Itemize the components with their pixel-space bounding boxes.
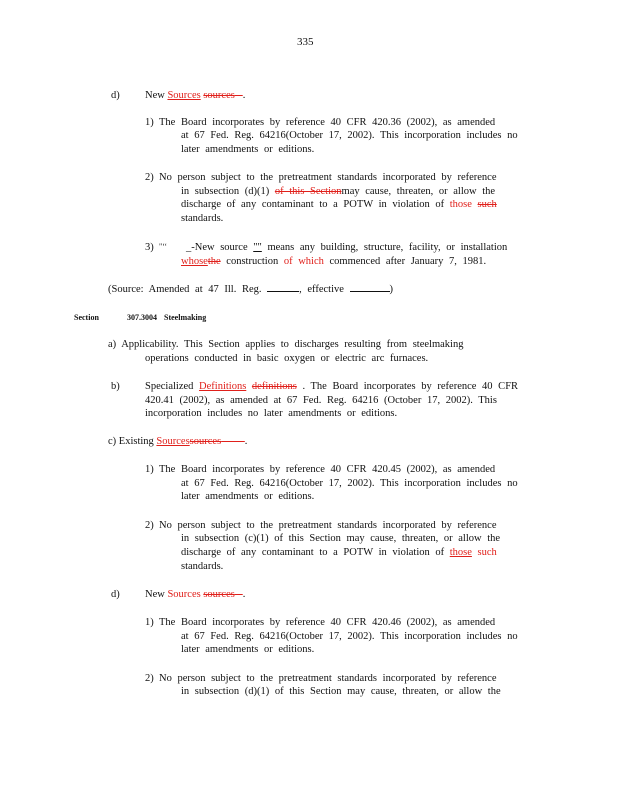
deleted-text: sources: [189, 436, 222, 447]
deleted-text: such: [477, 199, 497, 210]
subsection-d-heading: [145, 89, 245, 102]
item-d2-line-2: in subsection (d)(1) of this Section may cause, threaten, or allow the: [181, 686, 501, 697]
inserted-text: Sources: [167, 90, 201, 101]
text-run: discharge of any contaminant to a POTW in violation of: [181, 199, 445, 210]
blank-line: [267, 282, 299, 292]
item-c1-number: 1): [145, 464, 154, 475]
heading-text: c) Existing: [108, 436, 154, 447]
blank-line: [350, 282, 390, 292]
deleted-text: the: [207, 256, 221, 267]
item-1-line-2: at 67 Fed. Reg. 64216(October 17, 2002). This incorporation includes no: [181, 130, 518, 141]
deleted-text: of this Section: [274, 186, 342, 197]
item-1-line-3: later amendments or editions.: [181, 144, 315, 155]
text-run: Specialized: [145, 381, 194, 392]
item-c2-line-2: in subsection (c)(1) of this Section may cause, threaten, or allow the: [181, 533, 501, 544]
inserted-text: those: [449, 547, 472, 558]
item-2-number: 2): [145, 172, 154, 183]
text-run: (Source: Amended at 47 Ill. Reg.: [108, 284, 262, 295]
item-2-line-2: [181, 185, 495, 198]
item-d1-line-2: at 67 Fed. Reg. 64216(October 17, 2002). This incorporation includes no: [181, 631, 518, 642]
source-note: [108, 282, 393, 296]
item-d1-line-3: later amendments or editions.: [181, 644, 315, 655]
heading-period: .: [242, 90, 246, 101]
item-3-number: 3): [145, 242, 154, 253]
inserted-text: of which: [283, 256, 324, 267]
heading-text: New: [145, 589, 165, 600]
heading-text: New: [145, 90, 165, 101]
deleted-text: definitions: [251, 381, 297, 392]
subsection-b-line-2: 420.41 (2002), as amended at 67 Fed. Reg. 64216 (October 17, 2002). This: [145, 395, 497, 406]
text-run: commenced after January 7, 1981.: [329, 256, 487, 267]
item-3-line-2: [181, 255, 486, 268]
subsection-b-label: b): [111, 381, 120, 392]
text-run: means any building, structure, facility, or installation: [267, 242, 508, 253]
subsection-d2-label: d): [111, 589, 120, 600]
deleted-text: such: [477, 547, 497, 558]
item-c2-line-3: [181, 546, 497, 559]
item-3-quotes: "‘‘: [159, 242, 167, 251]
text-run: may cause, threaten, or allow the: [341, 186, 496, 197]
item-1-line-1: The Board incorporates by reference 40 CFR 420.36 (2002), as amended: [159, 117, 496, 128]
deleted-trail: [221, 436, 245, 447]
inserted-text: Sources: [156, 436, 190, 447]
subsection-a-line-1: a) Applicability. This Section applies to discharges resulting from steelmaking: [108, 339, 464, 350]
item-3-line-1: [186, 241, 507, 254]
text-run: ): [389, 284, 394, 295]
text-run: discharge of any contaminant to a POTW in violation of: [181, 547, 445, 558]
item-d1-number: 1): [145, 617, 154, 628]
deleted-trail: [235, 90, 243, 101]
deleted-trail: [235, 589, 243, 600]
item-d2-line-1: No person subject to the pretreatment standards incorporated by reference: [159, 673, 497, 684]
subsection-a-line-2: operations conducted in basic oxygen or electric arc furnaces.: [145, 353, 429, 364]
section-title: Steelmaking: [164, 313, 207, 322]
item-c1-line-2: at 67 Fed. Reg. 64216(October 17, 2002). This incorporation includes no: [181, 478, 518, 489]
text-run: . The Board incorporates by reference 40 CFR: [302, 381, 519, 392]
item-d2-number: 2): [145, 673, 154, 684]
subsection-d2-heading: [145, 588, 245, 601]
item-2-line-4: standards.: [181, 213, 224, 224]
text-run: _-New source: [186, 242, 248, 253]
item-c1-line-3: later amendments or editions.: [181, 491, 315, 502]
subsection-b-line-3: incorporation includes no later amendments or editions.: [145, 408, 398, 419]
item-c2-line-4: standards.: [181, 561, 224, 572]
subsection-d-label: d): [111, 90, 120, 101]
heading-period: .: [244, 436, 248, 447]
inserted-text: those: [449, 199, 472, 210]
subsection-c-heading: [108, 435, 247, 448]
item-c2-number: 2): [145, 520, 154, 531]
section-number: 307.3004: [127, 313, 157, 322]
item-d1-line-1: The Board incorporates by reference 40 CFR 420.46 (2002), as amended: [159, 617, 496, 628]
item-1-number: 1): [145, 117, 154, 128]
quote-marks: "": [253, 242, 262, 253]
section-label: Section: [74, 313, 99, 322]
inserted-text: whose: [181, 256, 208, 267]
subsection-b-line-1: [145, 380, 518, 393]
inserted-text: Sources: [167, 589, 201, 600]
text-run: , effective: [299, 284, 344, 295]
item-2-line-1: No person subject to the pretreatment standards incorporated by reference: [159, 172, 497, 183]
inserted-text: Definitions: [199, 381, 247, 392]
text-run: construction: [226, 256, 279, 267]
item-2-line-3: [181, 198, 497, 211]
deleted-text: sources: [203, 589, 235, 600]
item-c2-line-1: No person subject to the pretreatment standards incorporated by reference: [159, 520, 497, 531]
item-c1-line-1: The Board incorporates by reference 40 CFR 420.45 (2002), as amended: [159, 464, 496, 475]
page-number: 335: [297, 36, 314, 48]
text-run: in subsection (d)(1): [181, 186, 270, 197]
deleted-text: sources: [203, 90, 235, 101]
heading-period: .: [242, 589, 246, 600]
